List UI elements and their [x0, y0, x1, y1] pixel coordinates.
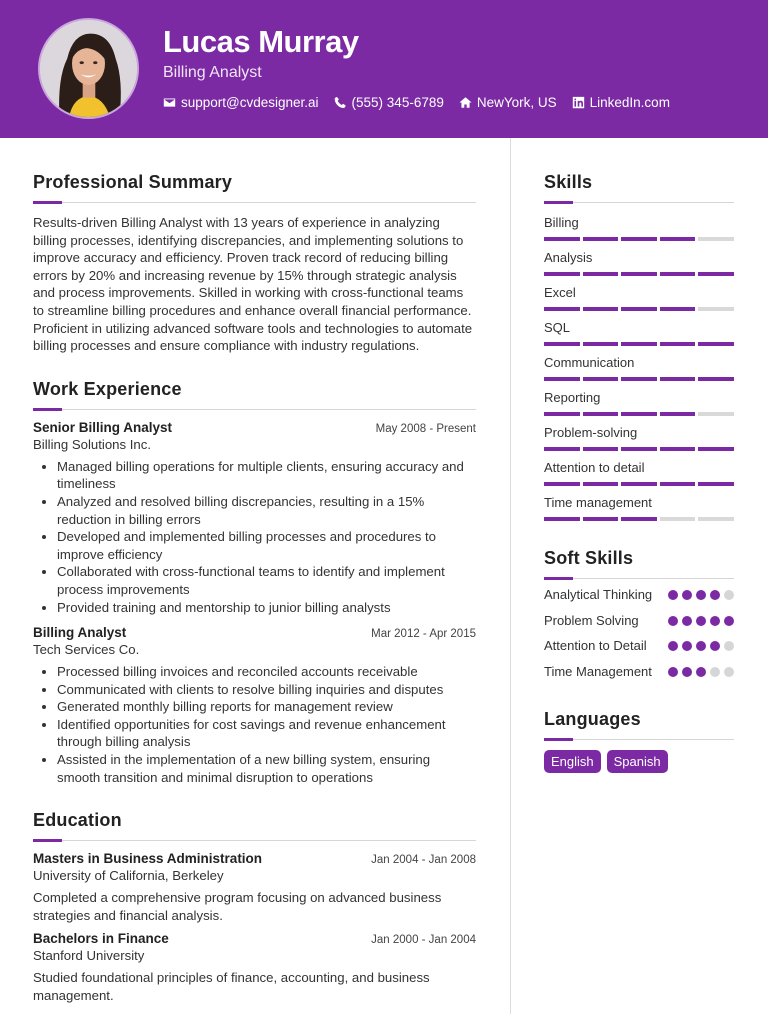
- language-tag: English: [544, 750, 601, 773]
- skill-bar-segment: [660, 342, 696, 346]
- soft-skill-item: [544, 586, 734, 605]
- section-rule: [544, 577, 734, 579]
- soft-skill-item: [544, 612, 734, 631]
- skill-item: [544, 460, 734, 486]
- skill-item: [544, 250, 734, 276]
- rating-dot: [710, 616, 720, 626]
- rating-dot: [710, 590, 720, 600]
- skill-bar: [544, 377, 734, 381]
- contact-phone[interactable]: [334, 95, 444, 110]
- rating-dot: [668, 616, 678, 626]
- rating-dot: [724, 590, 734, 600]
- language-tags: [544, 750, 734, 773]
- home-icon: [459, 96, 472, 109]
- degree-title: Bachelors in Finance: [33, 931, 169, 947]
- skill-bar-segment: [621, 307, 657, 311]
- education-header: [33, 851, 476, 866]
- skill-bar-segment: [621, 517, 657, 521]
- contact-linkedin-text: LinkedIn.com: [589, 95, 670, 110]
- skill-name: Reporting: [544, 390, 601, 405]
- skill-bar-segment: [698, 447, 734, 451]
- skill-bar-segment: [698, 517, 734, 521]
- skill-bar-segment: [698, 482, 734, 486]
- contact-linkedin[interactable]: [572, 95, 670, 110]
- section-title: Skills: [544, 172, 593, 192]
- skill-bar-segment: [660, 377, 696, 381]
- list-item: • Generated monthly billing reports for management review: [57, 698, 476, 716]
- skill-bar-segment: [583, 412, 619, 416]
- rating-dot: [682, 616, 692, 626]
- skill-bar-segment: [544, 342, 580, 346]
- skill-name: Time management: [544, 495, 652, 510]
- skill-bar-segment: [621, 342, 657, 346]
- job-bullets: [33, 458, 476, 616]
- job-header: [33, 625, 476, 640]
- skill-bar-segment: [544, 447, 580, 451]
- profile-photo: [40, 20, 137, 117]
- column-divider: [510, 138, 511, 1014]
- list-item: • Managed billing operations for multiple clients, ensuring accuracy and timeliness: [57, 458, 476, 493]
- list-item: • Provided training and mentorship to junior billing analysts: [57, 599, 476, 617]
- soft-skill-name: Time Management: [544, 663, 652, 679]
- experience-section: [33, 379, 476, 787]
- section-rule: [33, 839, 476, 841]
- list-item: • Developed and implemented billing processes and procedures to improve efficiency: [57, 528, 476, 563]
- skill-bar-segment: [660, 237, 696, 241]
- summary-section: [33, 172, 476, 355]
- education-desc: Studied foundational principles of finance, accounting, and business management.: [33, 970, 430, 1004]
- skill-bar-segment: [621, 412, 657, 416]
- rating-dot: [696, 641, 706, 651]
- skill-bar-segment: [544, 307, 580, 311]
- rating-dot: [710, 641, 720, 651]
- list-item: • Identified opportunities for cost savings and revenue enhancement through billing analysis: [57, 716, 476, 751]
- skill-item: [544, 390, 734, 416]
- soft-skill-item: [544, 637, 734, 656]
- rating-dot: [668, 590, 678, 600]
- job-date: May 2008 - Present: [375, 422, 476, 435]
- rating-dot: [682, 667, 692, 677]
- school-name: University of California, Berkeley: [33, 868, 224, 884]
- skill-bar-segment: [698, 272, 734, 276]
- skill-name: Billing: [544, 215, 579, 230]
- skill-bar-segment: [544, 482, 580, 486]
- section-title: Professional Summary: [33, 172, 233, 192]
- skill-bar-segment: [621, 447, 657, 451]
- job-company: Tech Services Co.: [33, 642, 140, 658]
- rating-dot: [710, 667, 720, 677]
- rating-dot: [682, 641, 692, 651]
- skill-bar-segment: [698, 342, 734, 346]
- skill-bar-segment: [621, 237, 657, 241]
- linkedin-icon: [572, 96, 585, 109]
- section-rule: [33, 408, 476, 410]
- contact-location[interactable]: [459, 95, 557, 110]
- skill-bar-segment: [621, 482, 657, 486]
- soft-skill-rating: [668, 590, 734, 600]
- skill-bar-segment: [698, 377, 734, 381]
- contact-email-text: support@cvdesigner.ai: [181, 95, 319, 110]
- skill-item: [544, 495, 734, 521]
- skill-item: [544, 320, 734, 346]
- skill-bar: [544, 482, 734, 486]
- skill-bar-segment: [583, 482, 619, 486]
- rating-dot: [724, 616, 734, 626]
- skill-bar: [544, 272, 734, 276]
- soft-skills-section: [544, 548, 734, 681]
- soft-skill-rating: [668, 641, 734, 651]
- language-tag: Spanish: [607, 750, 668, 773]
- skill-bar-segment: [583, 237, 619, 241]
- job-entry: [33, 625, 476, 786]
- skill-bar-segment: [544, 517, 580, 521]
- education-entry: [33, 851, 476, 924]
- header-banner: [0, 0, 768, 138]
- skill-bar-segment: [583, 342, 619, 346]
- section-title: Languages: [544, 709, 641, 729]
- envelope-icon: [163, 96, 176, 109]
- skill-bar-segment: [583, 377, 619, 381]
- contact-email[interactable]: [163, 95, 319, 110]
- section-rule: [33, 201, 476, 203]
- skills-section: [544, 172, 734, 521]
- skill-item: [544, 425, 734, 451]
- skill-bar-segment: [583, 307, 619, 311]
- skill-bar-segment: [544, 237, 580, 241]
- education-header: [33, 931, 476, 946]
- job-header: [33, 420, 476, 435]
- job-company: Billing Solutions Inc.: [33, 436, 152, 452]
- skill-bar-segment: [660, 307, 696, 311]
- skill-bar-segment: [544, 412, 580, 416]
- rating-dot: [668, 667, 678, 677]
- skill-bar: [544, 412, 734, 416]
- list-item: • Analyzed and resolved billing discrepancies, resulting in a 15% reduction in billing errors: [57, 493, 476, 528]
- education-entry: [33, 931, 476, 1004]
- skill-bar-segment: [583, 272, 619, 276]
- skill-name: Problem-solving: [544, 425, 638, 440]
- skill-bar-segment: [660, 517, 696, 521]
- skill-bar-segment: [698, 237, 734, 241]
- phone-icon: [334, 96, 347, 109]
- skill-bar-segment: [660, 272, 696, 276]
- skill-item: [544, 355, 734, 381]
- contact-location-text: NewYork, US: [476, 95, 557, 110]
- rating-dot: [696, 590, 706, 600]
- job-title: Billing Analyst: [33, 625, 127, 641]
- rating-dot: [696, 616, 706, 626]
- skill-name: Communication: [544, 355, 635, 370]
- candidate-title: Billing Analyst: [163, 64, 262, 81]
- soft-skill-rating: [668, 616, 734, 626]
- job-title: Senior Billing Analyst: [33, 419, 173, 435]
- skill-bar-segment: [660, 482, 696, 486]
- list-item: • Collaborated with cross-functional teams to identify and implement process improvements: [57, 563, 476, 598]
- rating-dot: [724, 667, 734, 677]
- rating-dot: [724, 641, 734, 651]
- skill-bar: [544, 447, 734, 451]
- contact-phone-text: (555) 345-6789: [351, 95, 444, 110]
- list-item: • Assisted in the implementation of a new billing system, ensuring smooth transition and minimal disruption to operations: [57, 751, 476, 786]
- soft-skill-name: Problem Solving: [544, 612, 639, 628]
- school-name: Stanford University: [33, 948, 145, 964]
- education-date: Jan 2004 - Jan 2008: [371, 854, 476, 867]
- soft-skill-item: [544, 663, 734, 682]
- list-item: • Processed billing invoices and reconciled accounts receivable: [57, 663, 476, 681]
- main-column: [33, 172, 476, 1005]
- section-rule: [544, 738, 734, 740]
- job-entry: [33, 420, 476, 616]
- education-date: Jan 2000 - Jan 2004: [371, 934, 476, 947]
- skill-name: Attention to detail: [544, 460, 645, 475]
- skill-bar-segment: [698, 307, 734, 311]
- soft-skill-rating: [668, 667, 734, 677]
- job-bullets: [33, 663, 476, 786]
- skill-bar-segment: [660, 447, 696, 451]
- summary-text: Results-driven Billing Analyst with 13 years of experience in analyzing billing processes, identifying discrepancies, and implementing solutions to improve accuracy and efficiency. Proven track record of reducing billing errors by 20% and increasing revenue by 15% through strategic analysis and process improvements. Skilled in working with cross-functional teams to streamline billing procedures and enhance overall financial performance. Proficient in utilizing advanced software tools and technologies to automate billing processes and ensure compliance with industry regulations.: [33, 215, 473, 354]
- job-date: Mar 2012 - Apr 2015: [371, 628, 476, 641]
- skill-bar-segment: [621, 272, 657, 276]
- skill-bar-segment: [583, 517, 619, 521]
- avatar: [38, 18, 139, 119]
- skill-name: Analysis: [544, 250, 593, 265]
- skill-bar: [544, 517, 734, 521]
- soft-skill-name: Attention to Detail: [544, 638, 647, 653]
- languages-section: [544, 709, 734, 773]
- skill-item: [544, 285, 734, 311]
- degree-title: Masters in Business Administration: [33, 851, 263, 867]
- education-desc: Completed a comprehensive program focusing on advanced business strategies and financial analysis.: [33, 890, 442, 923]
- section-rule: [544, 201, 734, 203]
- side-column: [544, 172, 734, 773]
- skill-bar-segment: [698, 412, 734, 416]
- skill-item: [544, 215, 734, 241]
- skills-list: [544, 215, 734, 521]
- skill-bar-segment: [583, 447, 619, 451]
- education-section: [33, 810, 476, 1004]
- skill-bar-segment: [544, 377, 580, 381]
- skill-bar: [544, 307, 734, 311]
- candidate-name: Lucas Murray: [163, 24, 359, 59]
- skill-name: SQL: [544, 320, 571, 335]
- skill-bar-segment: [544, 272, 580, 276]
- rating-dot: [668, 641, 678, 651]
- contact-row: [163, 95, 670, 110]
- rating-dot: [682, 590, 692, 600]
- section-title: Work Experience: [33, 378, 182, 399]
- skill-bar: [544, 237, 734, 241]
- rating-dot: [696, 667, 706, 677]
- skill-bar: [544, 342, 734, 346]
- section-title: Education: [33, 810, 122, 831]
- soft-skill-name: Analytical Thinking: [544, 587, 653, 602]
- skill-bar-segment: [621, 377, 657, 381]
- section-title: Soft Skills: [544, 548, 634, 568]
- list-item: • Communicated with clients to resolve billing inquiries and disputes: [57, 681, 476, 699]
- skill-name: Excel: [544, 285, 576, 300]
- skill-bar-segment: [660, 412, 696, 416]
